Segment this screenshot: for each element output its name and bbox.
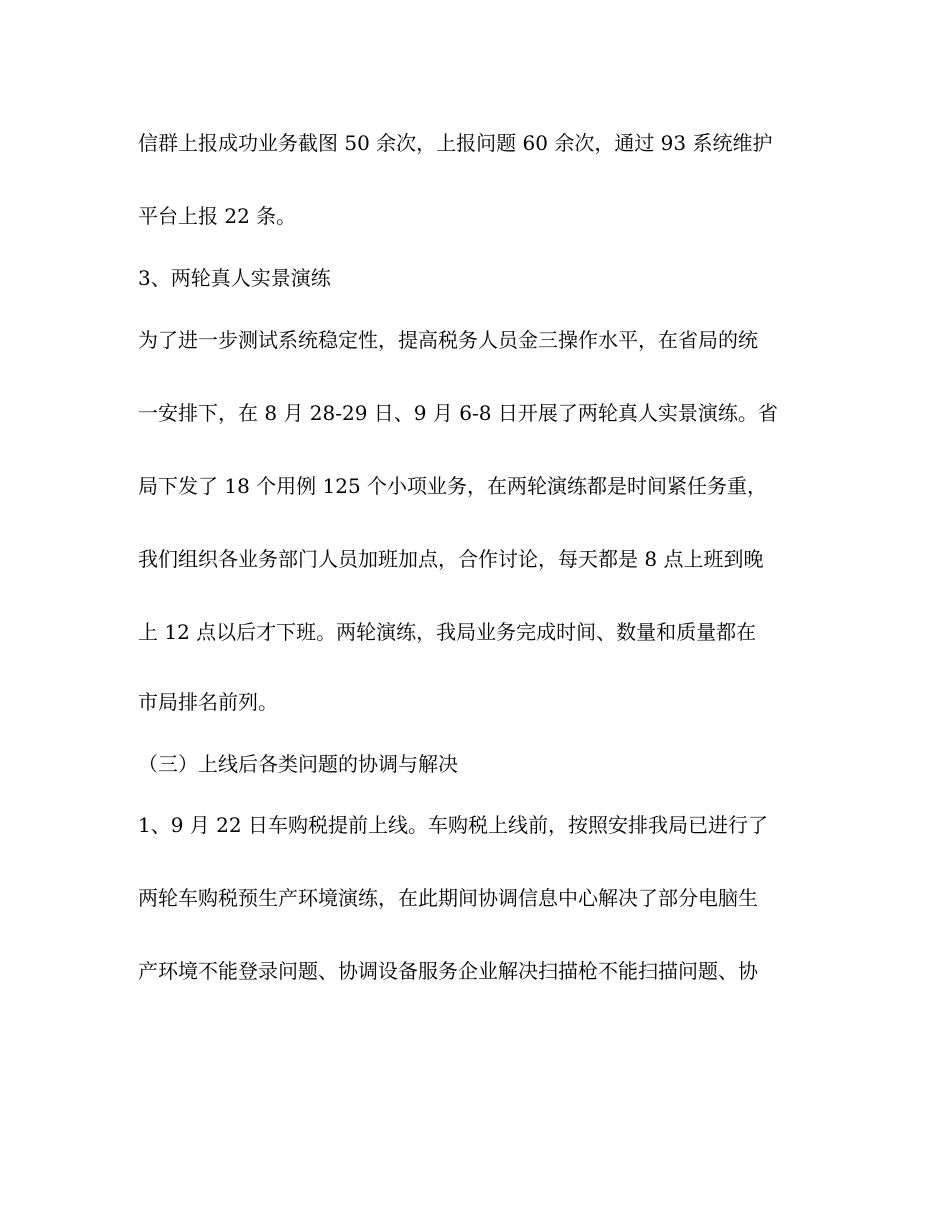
paragraph-line: 局下发了 18 个用例 125 个小项业务，在两轮演练都是时间紧任务重， xyxy=(138,474,768,498)
paragraph-line: 平台上报 22 条。 xyxy=(138,204,297,228)
paragraph-line: 一安排下，在 8 月 28-29 日、9 月 6-8 日开展了两轮真人实景演练。省 xyxy=(138,401,778,425)
paragraph-line: 1、9 月 22 日车购税提前上线。车购税上线前，按照安排我局已进行了 xyxy=(138,813,768,837)
paragraph-line: 市局排名前列。 xyxy=(138,690,278,714)
paragraph-line: 我们组织各业务部门人员加班加点，合作讨论，每天都是 8 点上班到晚 xyxy=(138,547,764,571)
paragraph-line: 上 12 点以后才下班。两轮演练，我局业务完成时间、数量和质量都在 xyxy=(138,620,757,644)
paragraph-line: 信群上报成功业务截图 50 余次，上报问题 60 余次，通过 93 系统维护 xyxy=(138,131,773,155)
paragraph-line: 产环境不能登录问题、协调设备服务企业解决扫描枪不能扫描问题、协 xyxy=(138,959,758,983)
paragraph-line: 为了进一步测试系统稳定性，提高税务人员金三操作水平，在省局的统 xyxy=(138,328,758,352)
paragraph-line: 两轮车购税预生产环境演练，在此期间协调信息中心解决了部分电脑生 xyxy=(138,886,758,910)
section-heading: 3、两轮真人实景演练 xyxy=(138,266,331,290)
section-heading: （三）上线后各类问题的协调与解决 xyxy=(138,752,458,776)
